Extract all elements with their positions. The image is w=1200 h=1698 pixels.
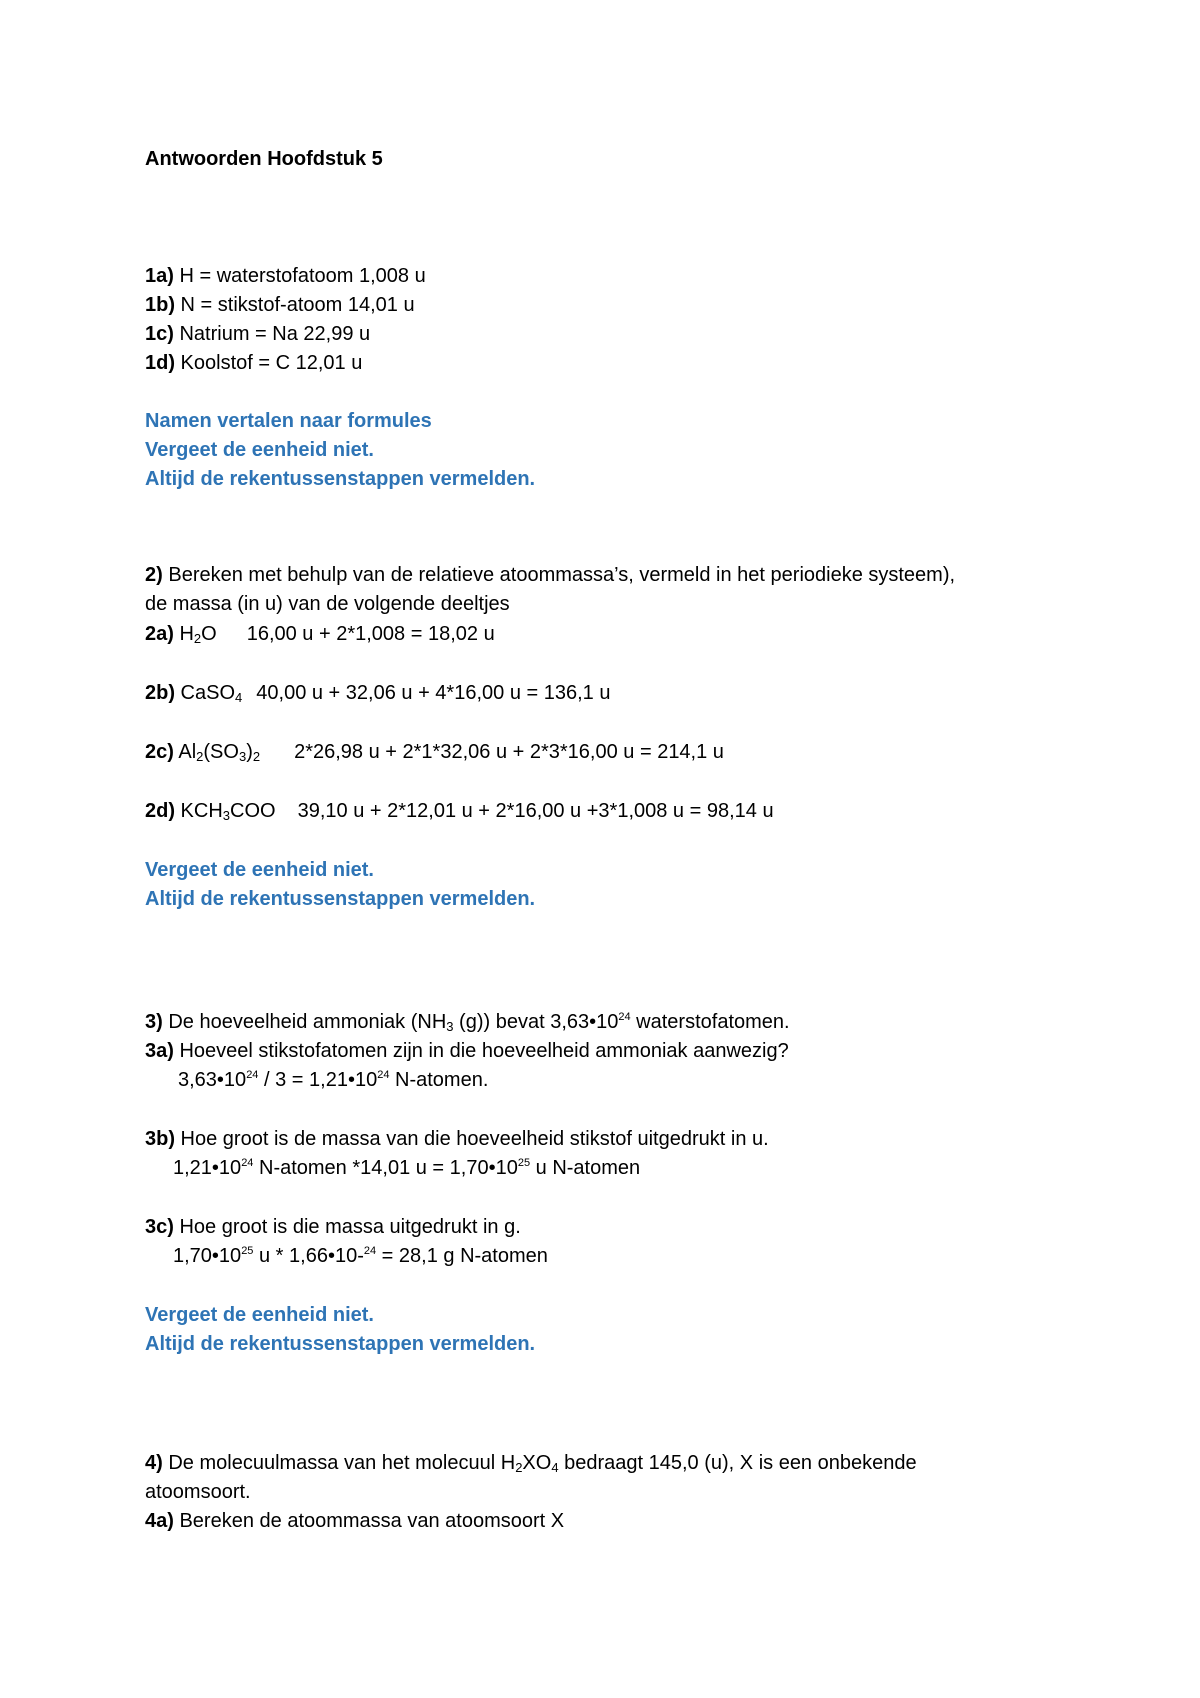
answer-2b (145, 679, 610, 707)
question-4-line2: atoomsoort. (145, 1481, 251, 1503)
text-1a: H = waterstofatoom 1,008 u (173, 265, 426, 287)
formula-2d-part2: COO (230, 800, 276, 822)
ans-3a-part2: / 3 = 1,21•10 (258, 1069, 378, 1091)
label-1c: 1c) (145, 323, 174, 345)
label-2d: 2d) (145, 800, 175, 822)
question-2-intro (145, 561, 955, 589)
label-2: 2) (145, 564, 163, 586)
ans-3b-sup1: 24 (241, 1157, 254, 1169)
note-3-unit: Vergeet de eenheid niet. (145, 1304, 374, 1326)
answer-3b (173, 1154, 640, 1182)
text-3-part3: waterstofatomen. (630, 1011, 790, 1033)
ans-3a-part3: N-atomen. (389, 1069, 489, 1091)
label-1a: 1a) (145, 265, 174, 287)
ans-3c-part1: 1,70•10 (173, 1245, 242, 1267)
note-1-formulas: Namen vertalen naar formules (145, 410, 432, 432)
text-1d: Koolstof = C 12,01 u (175, 352, 363, 374)
answer-2c (145, 738, 724, 766)
label-4: 4) (145, 1452, 163, 1474)
ans-3a-sup2: 24 (377, 1069, 390, 1081)
formula-2c-part3: ) (246, 741, 253, 763)
ans-3c-part3: = 28,1 g N-atomen (376, 1245, 548, 1267)
ans-3a-sup1: 24 (246, 1069, 259, 1081)
question-3b (145, 1125, 769, 1153)
question-2-intro-line2: de massa (in u) van de volgende deeltjes (145, 593, 510, 615)
calc-2a: 16,00 u + 2*1,008 = 18,02 u (246, 623, 495, 645)
question-3c (145, 1213, 521, 1241)
answer-1a (145, 262, 426, 290)
answer-2a (145, 620, 495, 648)
text-3-sub1: 3 (446, 1019, 454, 1034)
text-3-sup1: 24 (618, 1011, 631, 1023)
answer-3c (173, 1242, 548, 1270)
question-3a (145, 1037, 789, 1065)
note-2-steps: Altijd de rekentussenstappen vermelden. (145, 888, 536, 910)
formula-2a-part2: O (201, 623, 217, 645)
question-4-intro (145, 1449, 917, 1477)
note-1-steps: Altijd de rekentussenstappen vermelden. (145, 468, 536, 490)
label-3b: 3b) (145, 1128, 175, 1150)
calc-2c: 2*26,98 u + 2*1*32,06 u + 2*3*16,00 u = 214,1 u (294, 741, 724, 763)
ans-3c-sup1: 25 (241, 1245, 254, 1257)
label-2b: 2b) (145, 682, 175, 704)
label-2a: 2a) (145, 623, 174, 645)
text-3b: Hoe groot is de massa van die hoeveelheid stikstof uitgedrukt in u. (175, 1128, 769, 1150)
text-3-part2: (g)) bevat 3,63•10 (453, 1011, 619, 1033)
label-1b: 1b) (145, 294, 175, 316)
formula-2c-part1: Al (173, 741, 197, 763)
label-2c: 2c) (145, 741, 174, 763)
formula-2b-sub1: 4 (235, 690, 243, 705)
text-3a: Hoeveel stikstofatomen zijn in die hoeveelheid ammoniak aanwezig? (173, 1040, 789, 1062)
calc-2b: 40,00 u + 32,06 u + 4*16,00 u = 136,1 u (256, 682, 611, 704)
question-3-intro (145, 1008, 790, 1036)
formula-2c-part2: (SO (203, 741, 239, 763)
formula-2a-sub1: 2 (193, 631, 202, 646)
text-1c: Natrium = Na 22,99 u (173, 323, 371, 345)
label-1d: 1d) (145, 352, 175, 374)
text-1b: N = stikstof-atoom 14,01 u (175, 294, 415, 316)
text-4a: Bereken de atoommassa van atoomsoort X (173, 1510, 565, 1532)
note-1-unit: Vergeet de eenheid niet. (145, 439, 374, 461)
label-3c: 3c) (145, 1216, 174, 1238)
ans-3a-part1: 3,63•10 (178, 1069, 247, 1091)
text-3c: Hoe groot is die massa uitgedrukt in g. (173, 1216, 521, 1238)
answer-1b (145, 291, 415, 319)
ans-3c-sup2: 24 (363, 1245, 377, 1257)
text-4-sub1: 2 (515, 1460, 523, 1475)
text-3-part1: De hoeveelheid ammoniak (NH (162, 1011, 447, 1033)
label-3: 3) (145, 1011, 163, 1033)
formula-2c-sub3: 2 (252, 749, 261, 764)
answer-2d (145, 797, 774, 825)
answer-1c (145, 320, 370, 348)
formula-2d-sub1: 3 (222, 808, 231, 823)
formula-2a-part1: H (173, 623, 194, 645)
note-3-steps: Altijd de rekentussenstappen vermelden. (145, 1333, 536, 1355)
text-4-part3: bedraagt 145,0 (u), X is een onbekende (558, 1452, 917, 1474)
answer-3a (178, 1066, 488, 1094)
formula-2d-part1: KCH (175, 800, 223, 822)
label-3a: 3a) (145, 1040, 174, 1062)
answer-1d (145, 349, 362, 377)
page-title: Antwoorden Hoofdstuk 5 (145, 148, 383, 170)
ans-3b-sup2: 25 (517, 1157, 531, 1169)
ans-3b-part3: u N-atomen (530, 1157, 641, 1179)
ans-3b-part2: N-atomen *14,01 u = 1,70•10 (253, 1157, 518, 1179)
text-4-part1: De molecuulmassa van het molecuul H (162, 1452, 516, 1474)
formula-2c-sub1: 2 (196, 749, 204, 764)
formula-2b-part1: CaSO (175, 682, 236, 704)
note-2-unit: Vergeet de eenheid niet. (145, 859, 374, 881)
ans-3c-part2: u * 1,66•10- (253, 1245, 364, 1267)
text-4-sub2: 4 (551, 1460, 559, 1475)
calc-2d: 39,10 u + 2*12,01 u + 2*16,00 u +3*1,008 u = 98,14 u (297, 800, 774, 822)
text-4-part2: XO (522, 1452, 552, 1474)
ans-3b-part1: 1,21•10 (173, 1157, 242, 1179)
label-4a: 4a) (145, 1510, 174, 1532)
formula-2c-sub2: 3 (238, 749, 247, 764)
text-2-intro1: Bereken met behulp van de relatieve atoommassa’s, vermeld in het periodieke systeem), (162, 564, 956, 586)
question-4a (145, 1507, 564, 1535)
